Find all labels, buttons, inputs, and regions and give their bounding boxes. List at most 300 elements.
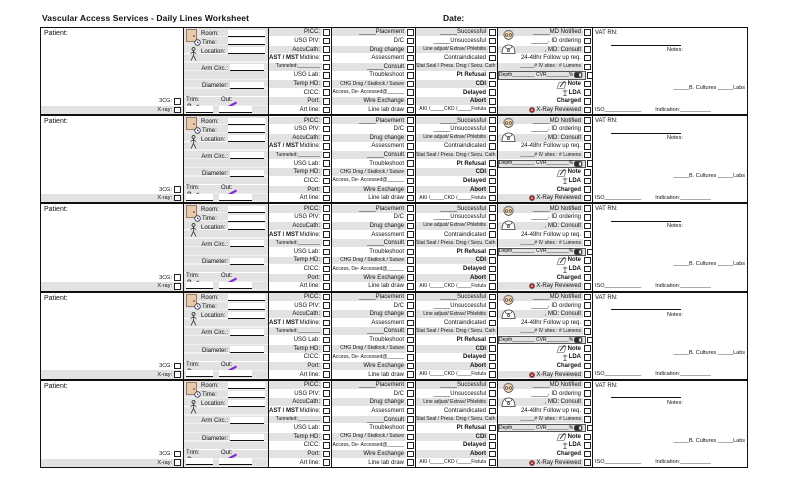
procedures-checkbox[interactable]: [407, 126, 414, 133]
outcomes-checkbox[interactable]: [489, 81, 496, 88]
outcomes-checkbox[interactable]: [489, 399, 496, 406]
ecg-checkbox[interactable]: [174, 274, 181, 281]
md_rows-label: , MD: Consult: [498, 310, 583, 318]
md_rows-checkbox[interactable]: [584, 434, 591, 441]
out-writing-line[interactable]: [219, 282, 252, 289]
outcomes-checkbox[interactable]: [489, 320, 496, 327]
line_types-checkbox[interactable]: [323, 382, 330, 389]
procedures-checkbox[interactable]: [407, 302, 414, 309]
procedures-checkbox[interactable]: [407, 231, 414, 238]
indication-label: Indication:__________: [655, 459, 711, 466]
md_rows-checkbox[interactable]: [584, 416, 591, 423]
md_rows-checkbox[interactable]: [584, 451, 591, 458]
outcomes-checkbox[interactable]: [489, 231, 496, 238]
md_rows-checkbox[interactable]: [584, 98, 591, 105]
md_rows-checkbox[interactable]: [584, 46, 591, 53]
outcomes-row: [416, 97, 497, 106]
line_types-checkbox[interactable]: [323, 363, 330, 370]
line_types-checkbox[interactable]: [323, 205, 330, 212]
procedures-checkbox[interactable]: [407, 442, 414, 449]
outcomes-checkbox[interactable]: [489, 371, 496, 378]
procedures-checkbox[interactable]: [407, 107, 414, 114]
md_rows-checkbox[interactable]: [584, 205, 591, 212]
time-writing-line[interactable]: [228, 303, 265, 310]
ecg-checkbox[interactable]: [174, 98, 181, 105]
procedures-checkbox[interactable]: [407, 416, 414, 423]
outcomes-checkbox[interactable]: [489, 274, 496, 281]
procedures-checkbox[interactable]: [407, 152, 414, 159]
procedures-label: Line lab draw: [368, 283, 404, 290]
md_rows-label: Charged: [498, 186, 583, 194]
trim-writing-line[interactable]: [186, 370, 213, 377]
location-label: Location:: [201, 401, 226, 408]
procedures-checkbox[interactable]: [407, 89, 414, 96]
md_rows-checkbox[interactable]: [584, 442, 591, 449]
line_types-checkbox[interactable]: [323, 320, 330, 327]
line_types-checkbox[interactable]: [323, 345, 330, 352]
line_types-checkbox[interactable]: [323, 337, 330, 344]
iso-label: ISO____________: [595, 459, 642, 466]
line_types-checkbox[interactable]: [323, 459, 330, 466]
patient-cell[interactable]: [41, 28, 184, 114]
outcomes-checkbox[interactable]: [489, 354, 496, 361]
procedures-row: [332, 71, 415, 80]
procedures-checkbox[interactable]: [407, 240, 414, 247]
line_types-label: PICC:: [269, 381, 322, 389]
procedures-checkbox[interactable]: [407, 320, 414, 327]
md_rows-checkbox[interactable]: [584, 169, 591, 176]
outcomes-checkbox[interactable]: [489, 107, 496, 114]
md-cell: [498, 204, 593, 290]
outcomes-checkbox[interactable]: [489, 425, 496, 432]
outcomes-checkbox[interactable]: [489, 283, 496, 290]
outcomes-checkbox[interactable]: [489, 186, 496, 193]
procedures-checkbox[interactable]: [407, 117, 414, 124]
procedures-checkbox[interactable]: [407, 55, 414, 62]
procedures-checkbox[interactable]: [407, 354, 414, 361]
procedures-row: [332, 293, 415, 302]
md_rows-checkbox[interactable]: [584, 274, 591, 281]
vat-rn-writing-line[interactable]: [611, 397, 681, 398]
md_rows-checkbox[interactable]: [584, 328, 591, 335]
patient-cell[interactable]: [41, 381, 184, 467]
procedures-checkbox[interactable]: [407, 382, 414, 389]
line_types-checkbox[interactable]: [323, 98, 330, 105]
outcomes-checkbox[interactable]: [489, 382, 496, 389]
line_types-checkbox[interactable]: [323, 178, 330, 185]
outcomes-checkbox[interactable]: [489, 408, 496, 415]
md_rows-label: Note: [498, 433, 583, 441]
writing-hand-icon: [556, 344, 567, 353]
line_types-checkbox[interactable]: [323, 160, 330, 167]
procedures-checkbox[interactable]: [407, 399, 414, 406]
line_types-checkbox[interactable]: [323, 311, 330, 318]
line_types-checkbox[interactable]: [323, 64, 330, 71]
md_rows-checkbox[interactable]: [584, 311, 591, 318]
line_types-label: Tunneled:________: [269, 239, 322, 247]
outcomes-checkbox[interactable]: [489, 178, 496, 185]
out-writing-line[interactable]: [219, 194, 252, 201]
line_types-checkbox[interactable]: [323, 257, 330, 264]
md_rows-checkbox[interactable]: [584, 214, 591, 221]
outcomes-checkbox[interactable]: [489, 117, 496, 124]
patient-block: [41, 114, 747, 202]
procedures-checkbox[interactable]: [407, 178, 414, 185]
line_types-row: [269, 37, 331, 46]
md_rows-label: _____# IV sites : # Lumens: [498, 327, 583, 335]
outcomes-checkbox[interactable]: [489, 160, 496, 167]
time-writing-line[interactable]: [228, 215, 265, 222]
ecg-checkbox[interactable]: [174, 451, 181, 458]
procedures-label: CHG Drsg / Statlock / Suture: [332, 168, 406, 176]
outcomes-checkbox[interactable]: [489, 205, 496, 212]
outcomes-label: _____Successful: [416, 381, 488, 389]
procedures-checkbox[interactable]: [407, 266, 414, 273]
time-writing-line[interactable]: [228, 126, 265, 133]
line_types-row: [269, 125, 331, 134]
location-writing-line[interactable]: [228, 223, 265, 230]
xray-checkbox[interactable]: [174, 195, 181, 202]
md_rows-row: [498, 327, 592, 336]
outcomes-checkbox[interactable]: [489, 143, 496, 150]
outcomes-checkbox[interactable]: [489, 390, 496, 397]
procedures-row: [332, 222, 415, 231]
outcomes-checkbox[interactable]: [489, 311, 496, 318]
line_types-checkbox[interactable]: [323, 152, 330, 159]
outcomes-checkbox[interactable]: [489, 337, 496, 344]
outcomes-label: _____Successful: [416, 28, 488, 36]
line_types-checkbox[interactable]: [323, 294, 330, 301]
outcomes-row: [416, 168, 497, 177]
room-writing-line[interactable]: [228, 118, 265, 125]
procedures-checkbox[interactable]: [407, 328, 414, 335]
line_types-checkbox[interactable]: [323, 451, 330, 458]
line_types-checkbox[interactable]: [323, 231, 330, 238]
line_types-checkbox[interactable]: [323, 371, 330, 378]
outcomes-checkbox[interactable]: [489, 72, 496, 79]
procedures-checkbox[interactable]: [407, 29, 414, 36]
out-writing-line[interactable]: [219, 370, 252, 377]
procedures-checkbox[interactable]: [407, 205, 414, 212]
md_rows-checkbox[interactable]: [584, 152, 591, 159]
procedures-checkbox[interactable]: [407, 434, 414, 441]
line_types-checkbox[interactable]: [323, 223, 330, 230]
procedures-checkbox[interactable]: [407, 345, 414, 352]
outcomes-checkbox[interactable]: [489, 434, 496, 441]
outcomes-checkbox[interactable]: [489, 266, 496, 273]
outcomes-checkbox[interactable]: [489, 29, 496, 36]
procedures-label: Access, De- Accessed@______: [332, 265, 404, 272]
room-writing-line[interactable]: [228, 382, 265, 389]
vat-rn-writing-line[interactable]: [611, 309, 681, 310]
ecg-checkbox[interactable]: [174, 363, 181, 370]
line_types-checkbox[interactable]: [323, 81, 330, 88]
md_rows-checkbox[interactable]: [584, 29, 591, 36]
patient-label: Patient:: [44, 118, 68, 126]
md_rows-checkbox[interactable]: [584, 390, 591, 397]
procedures-label: Wire Exchange: [332, 362, 406, 370]
xray-checkbox[interactable]: [174, 283, 181, 290]
xray-checkbox[interactable]: [174, 371, 181, 378]
outcomes-checkbox[interactable]: [489, 249, 496, 256]
outcomes-checkbox[interactable]: [489, 98, 496, 105]
md_rows-checkbox[interactable]: [584, 55, 591, 62]
procedures-checkbox[interactable]: [407, 195, 414, 202]
outcomes-checkbox[interactable]: [489, 257, 496, 264]
procedures-label: Line lab draw: [368, 371, 404, 378]
outcomes-checkbox[interactable]: [489, 442, 496, 449]
line_types-checkbox[interactable]: [323, 425, 330, 432]
room-writing-line[interactable]: [228, 30, 265, 37]
md_rows-checkbox[interactable]: [584, 459, 591, 466]
outcomes-checkbox[interactable]: [489, 55, 496, 62]
location-writing-line[interactable]: [228, 400, 265, 407]
line_types-checkbox[interactable]: [323, 38, 330, 45]
line_types-checkbox[interactable]: [323, 416, 330, 423]
procedures-checkbox[interactable]: [407, 390, 414, 397]
diameter-writing-line[interactable]: [230, 346, 264, 353]
line_types-checkbox[interactable]: [323, 89, 330, 96]
outcomes-checkbox[interactable]: [489, 459, 496, 466]
outcomes-checkbox[interactable]: [489, 126, 496, 133]
vat-rn-label: VAT RN:: [595, 118, 618, 125]
outcomes-checkbox[interactable]: [489, 135, 496, 142]
procedures-label: Wire Exchange: [332, 450, 406, 458]
procedures-row: [332, 398, 415, 407]
outcomes-checkbox[interactable]: [489, 302, 496, 309]
md_rows-checkbox[interactable]: [584, 89, 591, 96]
procedures-checkbox[interactable]: [407, 371, 414, 378]
line_types-checkbox[interactable]: [323, 143, 330, 150]
line_types-checkbox[interactable]: [323, 442, 330, 449]
line_types-checkbox[interactable]: [323, 399, 330, 406]
procedures-checkbox[interactable]: [407, 98, 414, 105]
line_types-checkbox[interactable]: [323, 214, 330, 221]
md_rows-row: [498, 80, 592, 89]
md_rows-checkbox[interactable]: [584, 195, 591, 202]
patient-cell[interactable]: [41, 293, 184, 379]
md_rows-checkbox[interactable]: [584, 223, 591, 230]
arm-circ-writing-line[interactable]: [230, 417, 264, 424]
procedures-row: [332, 273, 415, 282]
md_rows-checkbox[interactable]: [584, 266, 591, 273]
md_rows-label: , MD: Consult: [498, 134, 583, 142]
outcomes-label: Stat Seal / Press. Drsg / Secu. Cath: [416, 327, 496, 334]
arm-circ-writing-line[interactable]: [230, 329, 264, 336]
trim-writing-line[interactable]: [186, 106, 213, 113]
procedures-checkbox[interactable]: [407, 38, 414, 45]
line_types-checkbox[interactable]: [323, 249, 330, 256]
line_types-checkbox[interactable]: [323, 46, 330, 53]
line_types-checkbox[interactable]: [323, 169, 330, 176]
procedures-checkbox[interactable]: [407, 64, 414, 71]
outcomes-checkbox[interactable]: [489, 89, 496, 96]
arm-circ-writing-line[interactable]: [230, 64, 264, 71]
md_rows-checkbox[interactable]: [584, 294, 591, 301]
patient-cell[interactable]: [41, 204, 184, 290]
outcomes-checkbox[interactable]: [489, 38, 496, 45]
outcomes-checkbox[interactable]: [489, 169, 496, 176]
line_types-checkbox[interactable]: [323, 55, 330, 62]
line_types-checkbox[interactable]: [323, 283, 330, 290]
md_rows-checkbox[interactable]: [584, 408, 591, 415]
vat-rn-label: VAT RN:: [595, 294, 618, 301]
vat-rn-writing-line[interactable]: [611, 45, 681, 46]
line_types-checkbox[interactable]: [323, 434, 330, 441]
procedures-checkbox[interactable]: [407, 451, 414, 458]
line_types-label: USG Lab:: [293, 425, 320, 432]
procedures-checkbox[interactable]: [407, 81, 414, 88]
line_types-label: Port:: [269, 274, 322, 282]
procedures-label: _____Consult: [332, 63, 406, 71]
procedures-checkbox[interactable]: [407, 337, 414, 344]
procedures-checkbox[interactable]: [407, 143, 414, 150]
trim-writing-line[interactable]: [186, 194, 213, 201]
line_types-checkbox[interactable]: [323, 117, 330, 124]
md_rows-checkbox[interactable]: [584, 38, 591, 45]
line_types-checkbox[interactable]: [323, 29, 330, 36]
room-writing-line[interactable]: [228, 206, 265, 213]
location-writing-line[interactable]: [228, 312, 265, 319]
xray-checkbox[interactable]: [174, 107, 181, 114]
line_types-checkbox[interactable]: [323, 186, 330, 193]
out-writing-line[interactable]: [219, 458, 252, 465]
arm-circ-writing-line[interactable]: [230, 240, 264, 247]
outcomes-checkbox[interactable]: [489, 195, 496, 202]
procedures-checkbox[interactable]: [407, 311, 414, 318]
diameter-writing-line[interactable]: [230, 82, 264, 89]
md_rows-checkbox[interactable]: [584, 231, 591, 238]
procedures-checkbox[interactable]: [407, 459, 414, 466]
procedures-checkbox[interactable]: [407, 186, 414, 193]
md_rows-checkbox[interactable]: [584, 345, 591, 352]
line_types-label: AccuCath:: [269, 398, 322, 406]
line_types-checkbox[interactable]: [323, 126, 330, 133]
procedures-label: _____Consult: [332, 416, 406, 424]
line_types-checkbox[interactable]: [323, 240, 330, 247]
procedures-checkbox[interactable]: [407, 223, 414, 230]
outcomes-checkbox[interactable]: [489, 214, 496, 221]
procedures-checkbox[interactable]: [407, 408, 414, 415]
outcomes-label: Abort: [416, 97, 488, 105]
md_rows-checkbox[interactable]: [584, 126, 591, 133]
md_rows-checkbox[interactable]: [584, 371, 591, 378]
md_rows-checkbox[interactable]: [584, 399, 591, 406]
line_types-checkbox[interactable]: [323, 390, 330, 397]
line_types-checkbox[interactable]: [323, 72, 330, 79]
procedures-checkbox[interactable]: [407, 214, 414, 221]
procedures-label: _____Placement: [332, 381, 406, 389]
procedures-checkbox[interactable]: [407, 294, 414, 301]
procedures-label: Access, De- Accessed@______: [332, 441, 404, 448]
procedures-checkbox[interactable]: [407, 135, 414, 142]
md_rows-checkbox[interactable]: [584, 143, 591, 150]
md_rows-checkbox[interactable]: [584, 382, 591, 389]
diameter-writing-line[interactable]: [230, 434, 264, 441]
md_rows-row: [498, 344, 592, 353]
trim-writing-line[interactable]: [186, 458, 213, 465]
line_types-checkbox[interactable]: [323, 328, 330, 335]
out-writing-line[interactable]: [219, 106, 252, 113]
diameter-writing-line[interactable]: [230, 170, 264, 177]
xray-checkbox[interactable]: [174, 459, 181, 466]
md_rows-checkbox[interactable]: [584, 186, 591, 193]
md_rows-checkbox[interactable]: [584, 81, 591, 88]
outcomes-checkbox[interactable]: [489, 223, 496, 230]
procedures-label: Troubleshoot: [369, 72, 404, 79]
md_rows-checkbox[interactable]: [584, 135, 591, 142]
line_types-checkbox[interactable]: [323, 354, 330, 361]
procedures-checkbox[interactable]: [407, 283, 414, 290]
lda-icon: [562, 89, 568, 96]
room-writing-line[interactable]: [228, 294, 265, 301]
line_types-checkbox[interactable]: [323, 274, 330, 281]
procedures-checkbox[interactable]: [407, 425, 414, 432]
procedures-checkbox[interactable]: [407, 363, 414, 370]
md_rows-checkbox[interactable]: [584, 178, 591, 185]
time-label: Time:: [202, 304, 217, 311]
diameter-writing-line[interactable]: [230, 258, 264, 265]
md_rows-checkbox[interactable]: [584, 302, 591, 309]
outcomes-checkbox[interactable]: [489, 294, 496, 301]
line_types-checkbox[interactable]: [323, 195, 330, 202]
procedures-checkbox[interactable]: [407, 72, 414, 79]
time-writing-line[interactable]: [228, 38, 265, 45]
procedures-checkbox[interactable]: [407, 274, 414, 281]
outcomes-checkbox[interactable]: [489, 451, 496, 458]
line_types-checkbox[interactable]: [323, 302, 330, 309]
procedures-checkbox[interactable]: [407, 249, 414, 256]
trim-writing-line[interactable]: [186, 282, 213, 289]
arm-circ-writing-line[interactable]: [230, 152, 264, 159]
ecg-checkbox[interactable]: [174, 186, 181, 193]
md_rows-checkbox[interactable]: [584, 240, 591, 247]
line_types-row: [269, 177, 331, 186]
md_rows-checkbox[interactable]: [584, 117, 591, 124]
diameter-label: Diameter:: [201, 171, 228, 178]
md_rows-checkbox[interactable]: [584, 354, 591, 361]
vat-rn-writing-line[interactable]: [611, 133, 681, 134]
line_types-checkbox[interactable]: [323, 408, 330, 415]
outcomes-checkbox[interactable]: [489, 345, 496, 352]
md_rows-checkbox[interactable]: [584, 363, 591, 370]
writing-hand-icon: [556, 80, 567, 89]
procedures-checkbox[interactable]: [407, 169, 414, 176]
md_rows-checkbox[interactable]: [584, 64, 591, 71]
vat-rn-writing-line[interactable]: [611, 221, 681, 222]
line_types-checkbox[interactable]: [323, 107, 330, 114]
md_rows-checkbox[interactable]: [584, 257, 591, 264]
location-writing-line[interactable]: [228, 135, 265, 142]
location-label: Location:: [201, 48, 226, 55]
md_rows-checkbox[interactable]: [584, 107, 591, 114]
ecg-label: 3CG:: [159, 186, 172, 193]
procedures-checkbox[interactable]: [407, 160, 414, 167]
md_rows-checkbox[interactable]: [584, 320, 591, 327]
md_rows-checkbox[interactable]: [584, 283, 591, 290]
procedures-checkbox[interactable]: [407, 257, 414, 264]
outcomes-checkbox[interactable]: [489, 46, 496, 53]
outcomes-checkbox[interactable]: [489, 363, 496, 370]
procedures-label: Access, De- Accessed@______: [332, 353, 404, 360]
location-writing-line[interactable]: [228, 47, 265, 54]
line_types-checkbox[interactable]: [323, 135, 330, 142]
patient-cell[interactable]: [41, 116, 184, 202]
time-writing-line[interactable]: [228, 391, 265, 398]
procedures-checkbox[interactable]: [407, 46, 414, 53]
procedures-row: [332, 424, 415, 433]
line_types-checkbox[interactable]: [323, 266, 330, 273]
